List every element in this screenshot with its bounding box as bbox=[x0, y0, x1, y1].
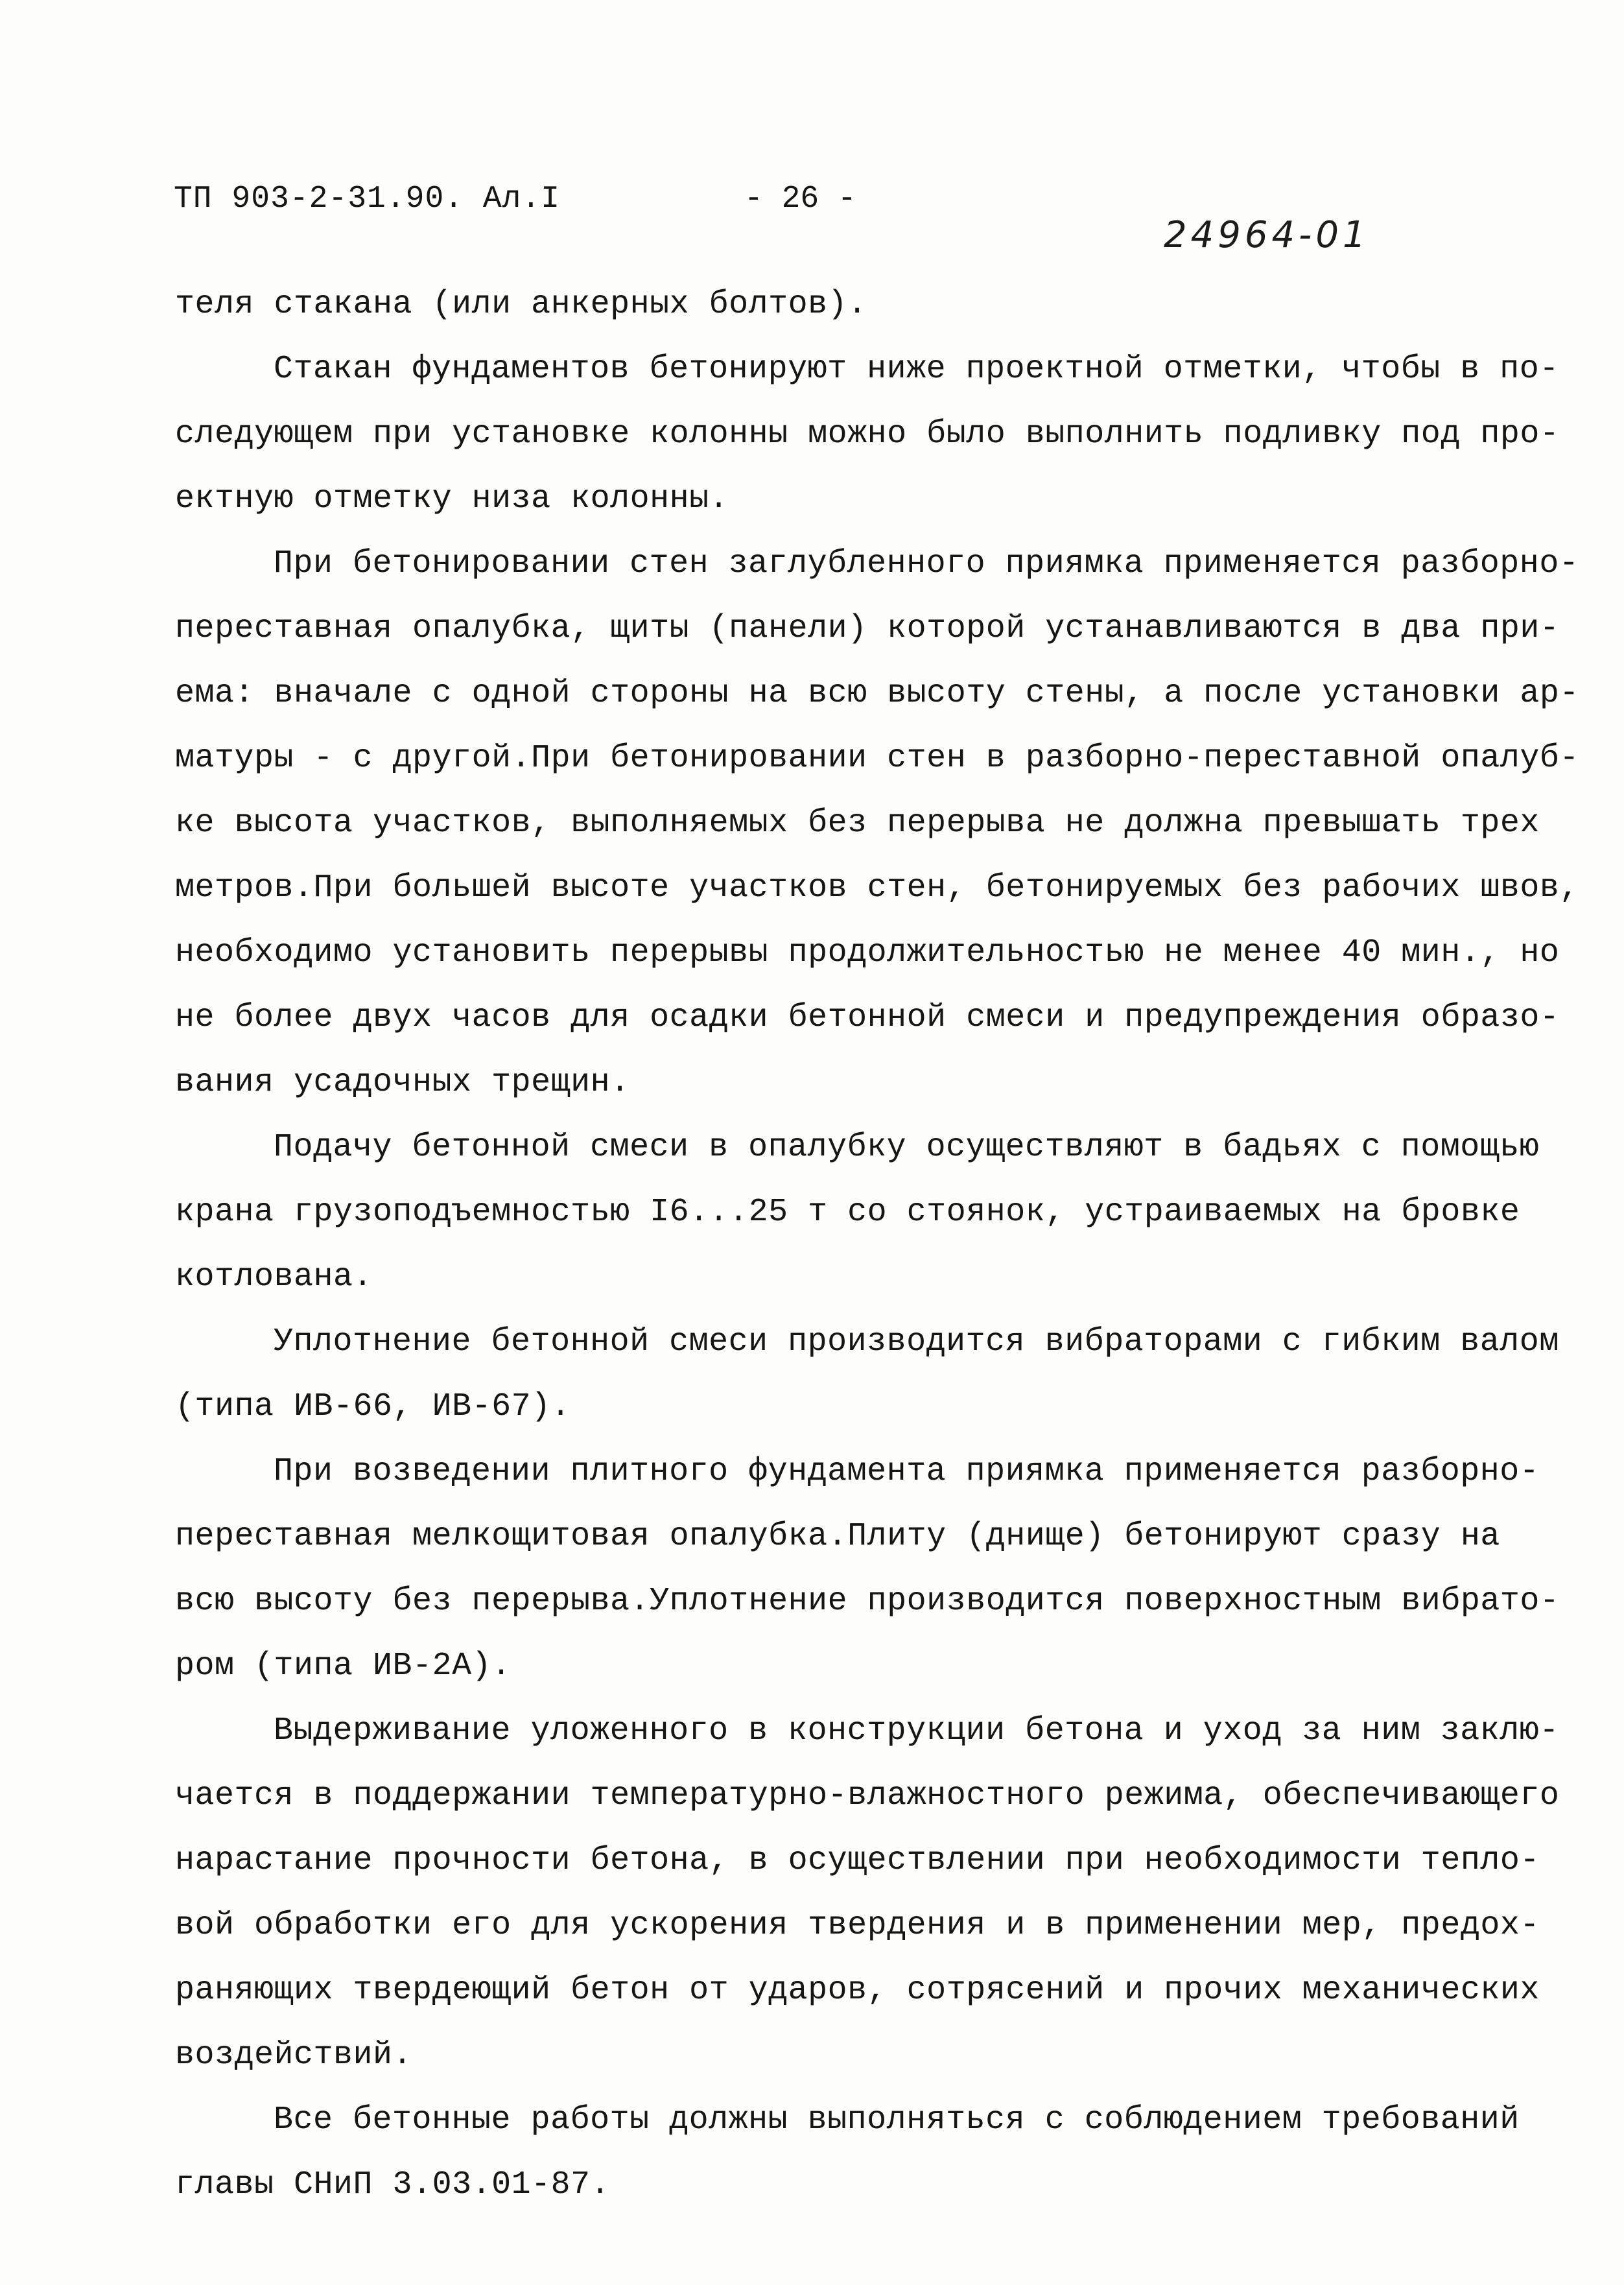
text-line: вания усадочных трещин. bbox=[175, 1064, 630, 1101]
text-line: нарастание прочности бетона, в осуществлении при необходимости тепло- bbox=[175, 1842, 1540, 1879]
text-line: (типа ИВ-66, ИВ-67). bbox=[175, 1388, 571, 1425]
text-line: Стакан фундаментов бетонируют ниже проектной отметки, чтобы в по- bbox=[274, 351, 1559, 388]
text-line: главы СНиП 3.03.01-87. bbox=[175, 2166, 611, 2203]
text-line: Уплотнение бетонной смеси производится вибраторами с гибким валом bbox=[274, 1323, 1559, 1360]
text-line: Все бетонные работы должны выполняться с соблюдением требований bbox=[274, 2101, 1520, 2138]
text-line: ром (типа ИВ-2А). bbox=[175, 1648, 512, 1685]
document-code: ТП 903-2-31.90. Ал.I bbox=[174, 182, 561, 217]
text-line: воздействий. bbox=[175, 2037, 413, 2074]
text-line: крана грузоподъемностью I6...25 т со стоянок, устраиваемых на бровке bbox=[175, 1194, 1520, 1231]
text-line: матуры - с другой.При бетонировании стен в разборно-переставной опалуб- bbox=[175, 740, 1579, 777]
text-line: При бетонировании стен заглубленного приямка применяется разборно- bbox=[274, 545, 1579, 582]
text-line: котлована. bbox=[175, 1259, 373, 1296]
text-line: чается в поддержании температурно-влажностного режима, обеспечивающего bbox=[175, 1777, 1560, 1814]
text-line: раняющих твердеющий бетон от ударов, сотрясений и прочих механических bbox=[175, 1972, 1540, 2009]
page-number: - 26 - bbox=[744, 182, 856, 217]
text-line: переставная мелкощитовая опалубка.Плиту (днище) бетонируют сразу на bbox=[175, 1518, 1500, 1555]
text-line: ектную отметку низа колонны. bbox=[175, 480, 729, 517]
text-line: теля стакана (или анкерных болтов). bbox=[175, 286, 867, 323]
text-line: не более двух часов для осадки бетонной смеси и предупреждения образо- bbox=[175, 999, 1560, 1036]
text-line: Выдерживание уложенного в конструкции бетона и уход за ним заклю- bbox=[274, 1712, 1559, 1749]
text-line: ема: вначале с одной стороны на всю высоту стены, а после установки ар- bbox=[175, 675, 1579, 712]
text-line: вой обработки его для ускорения твердения и в применении мер, предох- bbox=[175, 1907, 1540, 1944]
text-line: метров.При большей высоте участков стен, бетонируемых без рабочих швов, bbox=[175, 870, 1579, 906]
text-line: Подачу бетонной смеси в опалубку осуществляют в бадьях с помощью bbox=[274, 1129, 1540, 1166]
text-line: следующем при установке колонны можно было выполнить подливку под про- bbox=[175, 416, 1560, 453]
text-line: переставная опалубка, щиты (панели) которой устанавливаются в два при- bbox=[175, 610, 1560, 647]
text-line: всю высоту без перерыва.Уплотнение производится поверхностным вибрато- bbox=[175, 1583, 1560, 1620]
text-line: необходимо установить перерывы продолжительностью не менее 40 мин., но bbox=[175, 934, 1560, 971]
text-line: ке высота участков, выполняемых без перерыва не должна превышать трех bbox=[175, 805, 1540, 842]
body-text bbox=[175, 272, 1595, 2218]
text-line: При возведении плитного фундамента приямка применяется разборно- bbox=[274, 1453, 1540, 1490]
handwritten-doc-number: 24964-01 bbox=[1164, 214, 1370, 256]
